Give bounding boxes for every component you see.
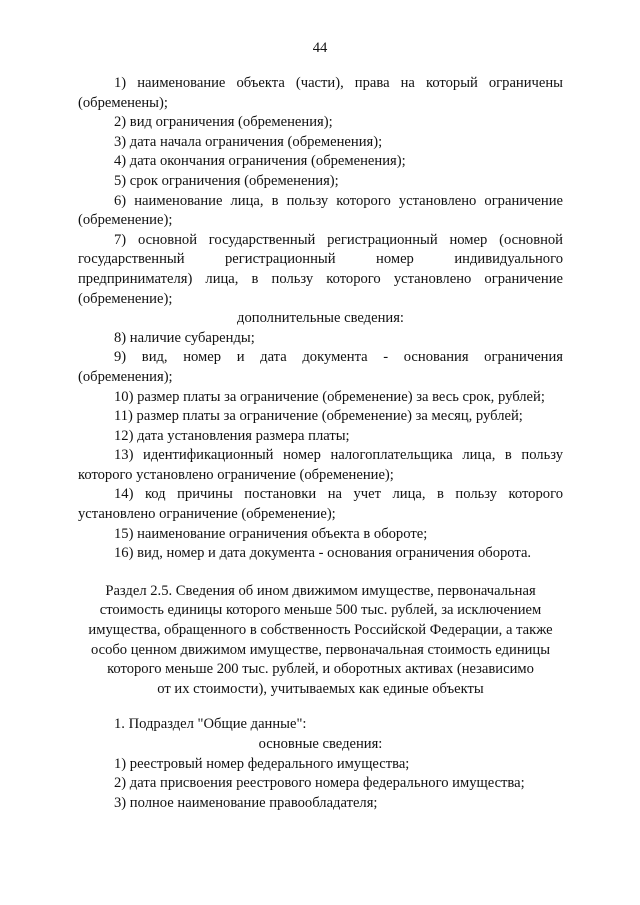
additional-info-heading: дополнительные сведения: bbox=[237, 310, 404, 327]
list-item: 6) наименование лица, в пользу которого установлено ограничение (обременение); bbox=[78, 192, 563, 229]
subsection-heading: 1. Подраздел "Общие данные": bbox=[114, 716, 307, 733]
list-item: 4) дата окончания ограничения (обременения); bbox=[114, 153, 406, 170]
section-title-line: от их стоимости), учитываемых как единые объекты bbox=[157, 680, 484, 697]
list-item: 12) дата установления размера платы; bbox=[114, 427, 350, 444]
list-item: 5) срок ограничения (обременения); bbox=[114, 172, 339, 189]
list-item: 11) размер платы за ограничение (обременение) за месяц, рублей; bbox=[114, 408, 523, 425]
list-item: 15) наименование ограничения объекта в обороте; bbox=[114, 525, 428, 542]
list-item: 1) реестровый номер федерального имущества; bbox=[114, 755, 410, 772]
section-title-line: Раздел 2.5. Сведения об ином движимом имуществе, первоначальная bbox=[105, 582, 536, 599]
list-item: 3) дата начала ограничения (обременения); bbox=[114, 133, 383, 150]
list-item: 14) код причины постановки на учет лица, в пользу которого установлено ограничение (обременение); bbox=[78, 486, 563, 523]
list-item: 9) вид, номер и дата документа - основания ограничения (обременения); bbox=[78, 349, 563, 385]
basic-info-heading: основные сведения: bbox=[258, 736, 383, 752]
section-title-line: имущества, обращенного в собственность Российской Федерации, а также bbox=[88, 622, 553, 639]
list-item: 2) вид ограничения (обременения); bbox=[114, 114, 333, 131]
list-item: 7) основной государственный регистрационный номер (основной государственный регистрационный номер индивидуального предпринимателя) лица, в пользу которого установлено ограничение (обременение); bbox=[78, 231, 563, 307]
list-item: 16) вид, номер и дата документа - основания ограничения оборота. bbox=[114, 545, 532, 562]
spacer bbox=[78, 564, 563, 582]
list-item: 10) размер платы за ограничение (обременение) за весь срок, рублей; bbox=[114, 388, 545, 405]
section-title-line: которого меньше 200 тыс. рублей, и оборотных активах (независимо bbox=[107, 661, 534, 678]
section-title bbox=[78, 582, 563, 700]
list-item: 2) дата присвоения реестрового номера федерального имущества; bbox=[114, 775, 525, 792]
list-item: 3) полное наименование правообладателя; bbox=[114, 794, 378, 811]
list-item: 8) наличие субаренды; bbox=[114, 329, 255, 346]
spacer bbox=[78, 699, 563, 715]
list-item: 13) идентификационный номер налогоплательщика лица, в пользу которого установлено ограничение (обременение); bbox=[78, 447, 563, 483]
section-title-line: стоимость единицы которого меньше 500 тыс. рублей, за исключением bbox=[99, 602, 542, 619]
list-item: 1) наименование объекта (части), права на который ограничены (обременены); bbox=[78, 75, 563, 111]
page-number: 44 bbox=[312, 40, 328, 56]
section-title-line: особо ценном движимом имуществе, первоначальная стоимость единицы bbox=[90, 641, 551, 658]
document-body bbox=[78, 74, 563, 813]
